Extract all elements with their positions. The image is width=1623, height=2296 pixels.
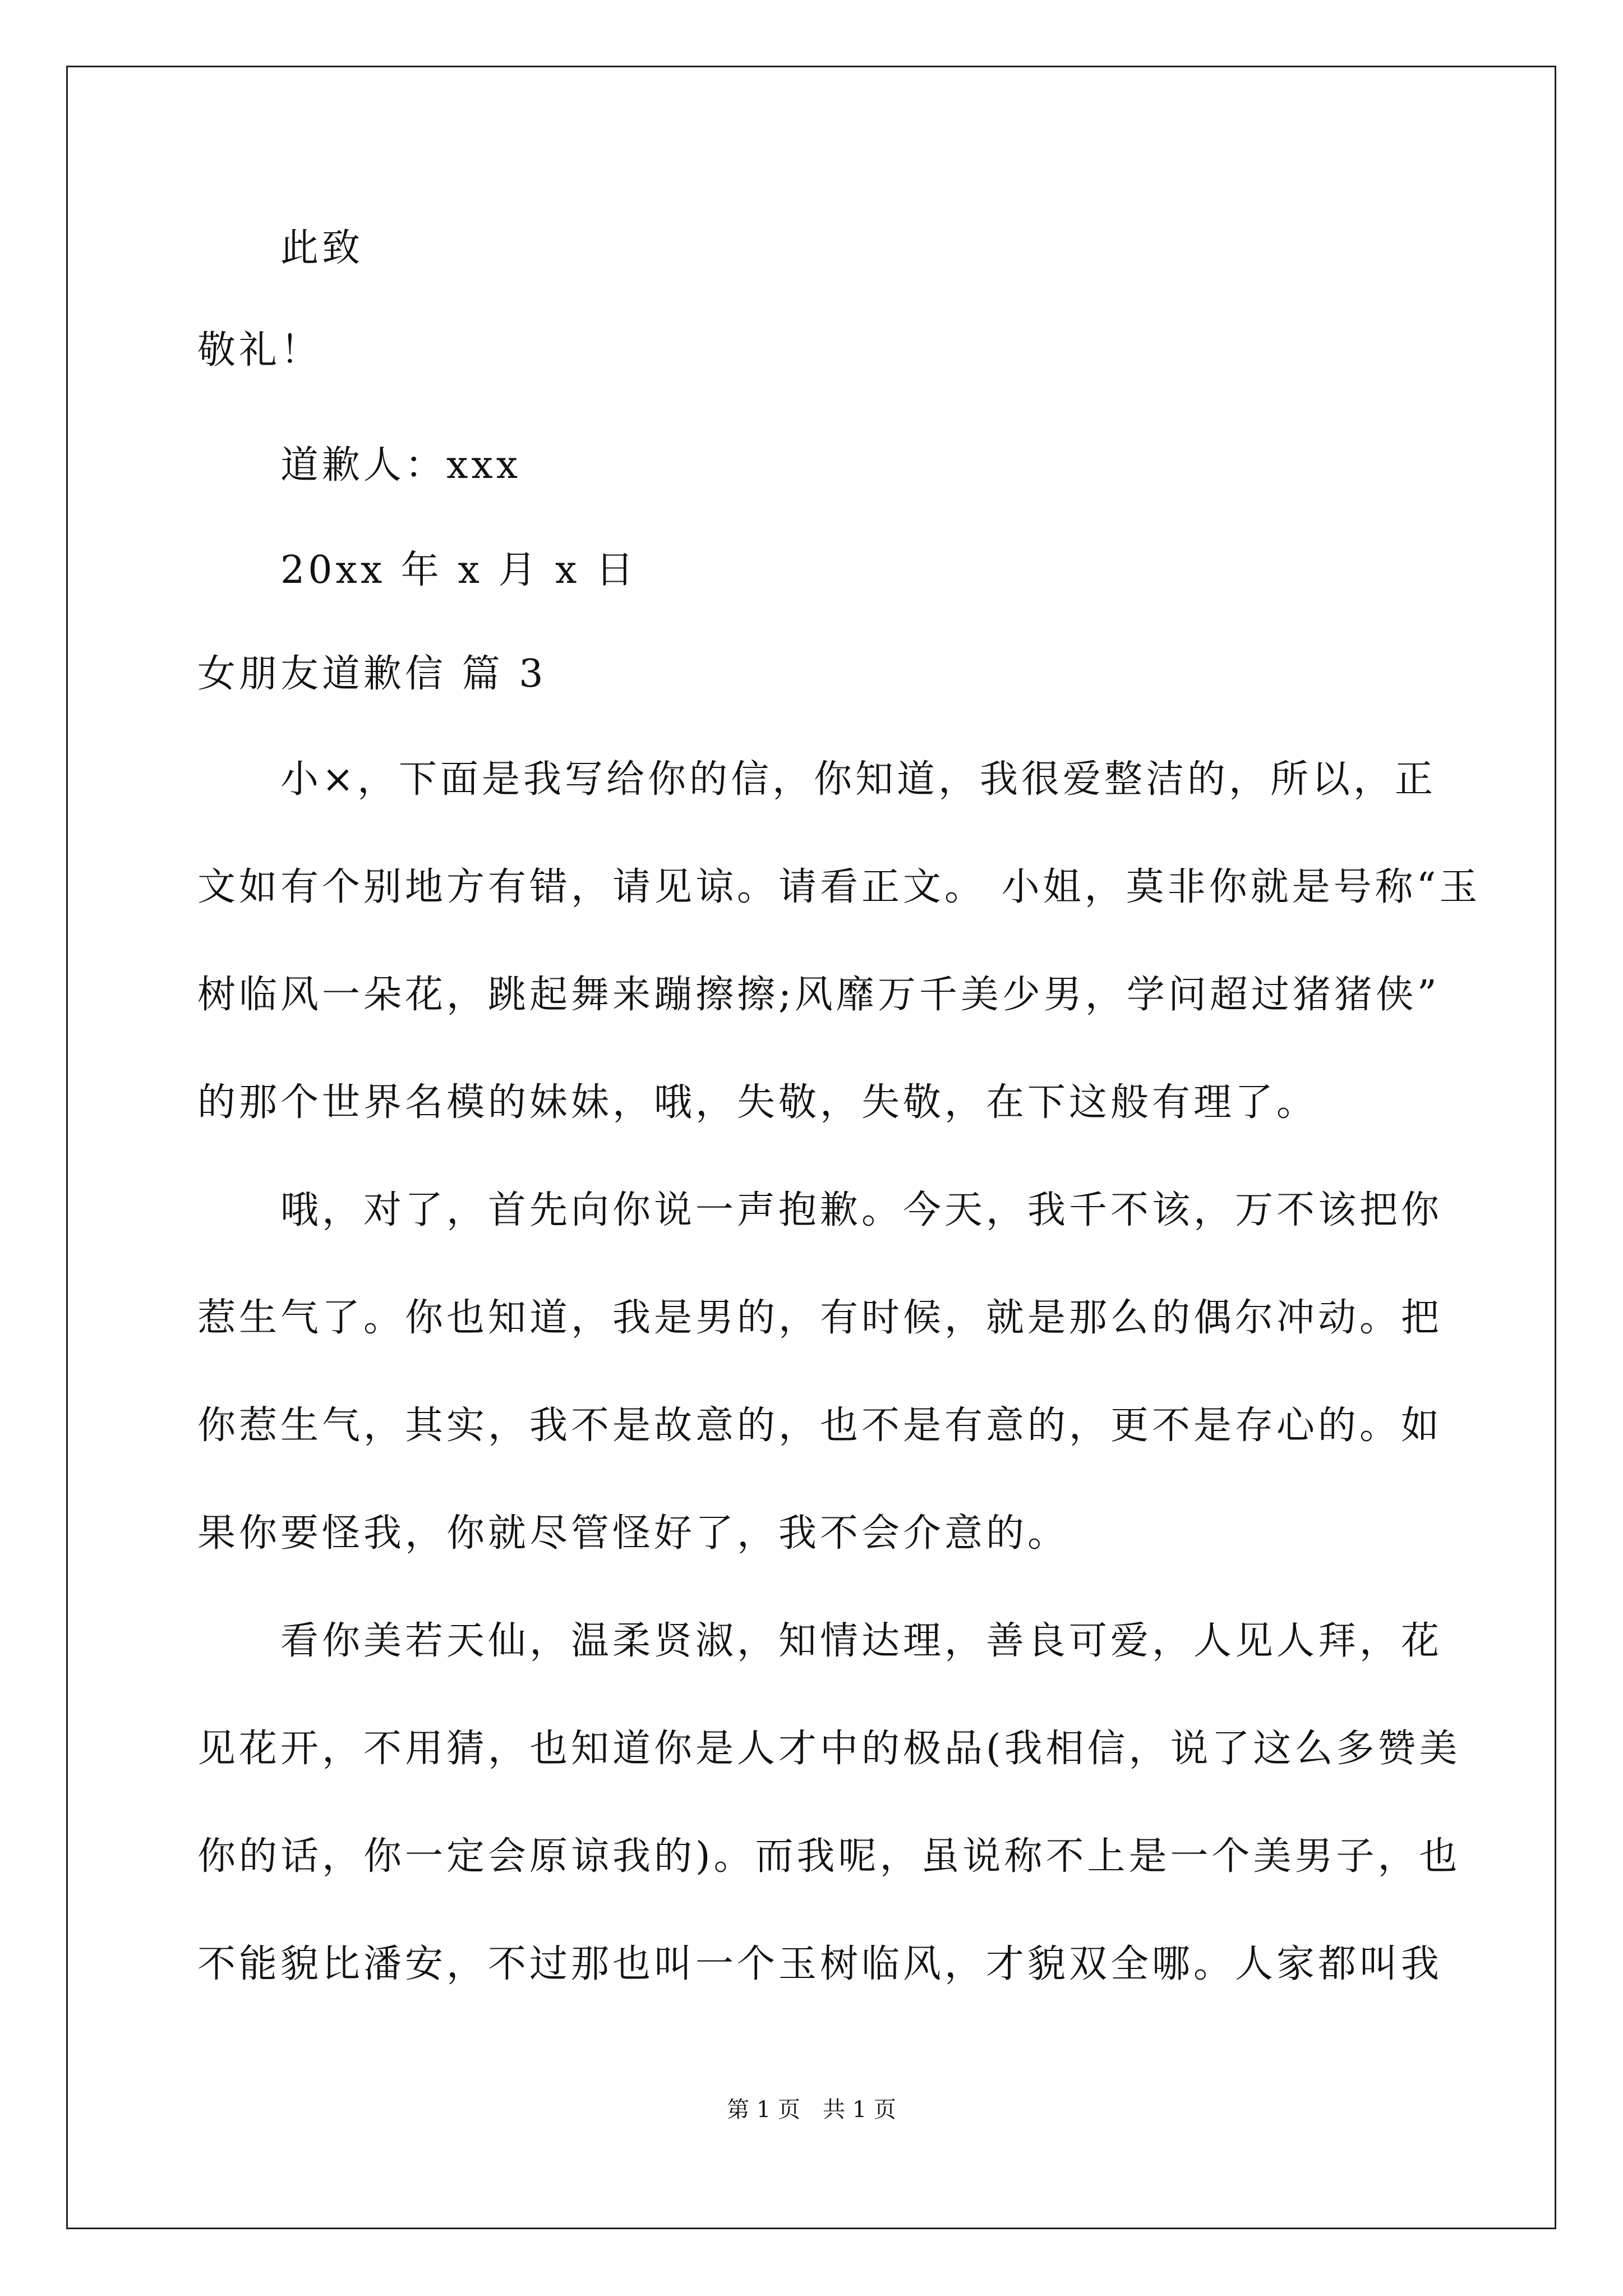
paragraph-line: 不能貌比潘安，不过那也叫一个玉树临风，才貌双全哪。人家都叫我 bbox=[197, 1942, 1443, 1986]
page-border bbox=[66, 66, 1556, 2229]
paragraph-line: 看你美若天仙，温柔贤淑，知情达理，善良可爱，人见人拜，花 bbox=[280, 1619, 1443, 1663]
paragraph-line: 的那个世界名模的妹妹，哦，失敬，失敬，在下这般有理了。 bbox=[197, 1080, 1318, 1125]
paragraph-line: 你的话，你一定会原谅我的)。而我呢，虽说称不上是一个美男子，也 bbox=[197, 1834, 1461, 1879]
paragraph-line: 树临风一朵花，跳起舞来蹦擦擦;风靡万千美少男，学问超过猪猪侠” bbox=[197, 973, 1440, 1017]
signer: 道歉人：xxx bbox=[280, 443, 522, 487]
paragraph-line: 文如有个别地方有错，请见谅。请看正文。 小姐，莫非你就是号称“玉 bbox=[197, 865, 1481, 909]
paragraph-line: 惹生气了。你也知道，我是男的，有时候，就是那么的偶尔冲动。把 bbox=[197, 1296, 1443, 1340]
page-footer: 第 1 页 共 1 页 bbox=[727, 2097, 896, 2123]
regards: 敬礼！ bbox=[197, 328, 322, 372]
paragraph-line: 你惹生气，其实，我不是故意的，也不是有意的，更不是存心的。如 bbox=[197, 1404, 1443, 1448]
salutation: 此致 bbox=[280, 226, 364, 270]
date: 20xx 年 x 月 x 日 bbox=[280, 548, 638, 592]
paragraph-line: 果你要怪我，你就尽管怪好了，我不会介意的。 bbox=[197, 1511, 1069, 1556]
section-heading: 女朋友道歉信 篇 3 bbox=[197, 652, 547, 696]
paragraph-line: 小×，下面是我写给你的信，你知道，我很爱整洁的，所以，正 bbox=[280, 757, 1436, 802]
paragraph-line: 见花开，不用猜，也知道你是人才中的极品(我相信，说了这么多赞美 bbox=[197, 1727, 1461, 1771]
paragraph-line: 哦，对了，首先向你说一声抱歉。今天，我千不该，万不该把你 bbox=[280, 1188, 1443, 1232]
